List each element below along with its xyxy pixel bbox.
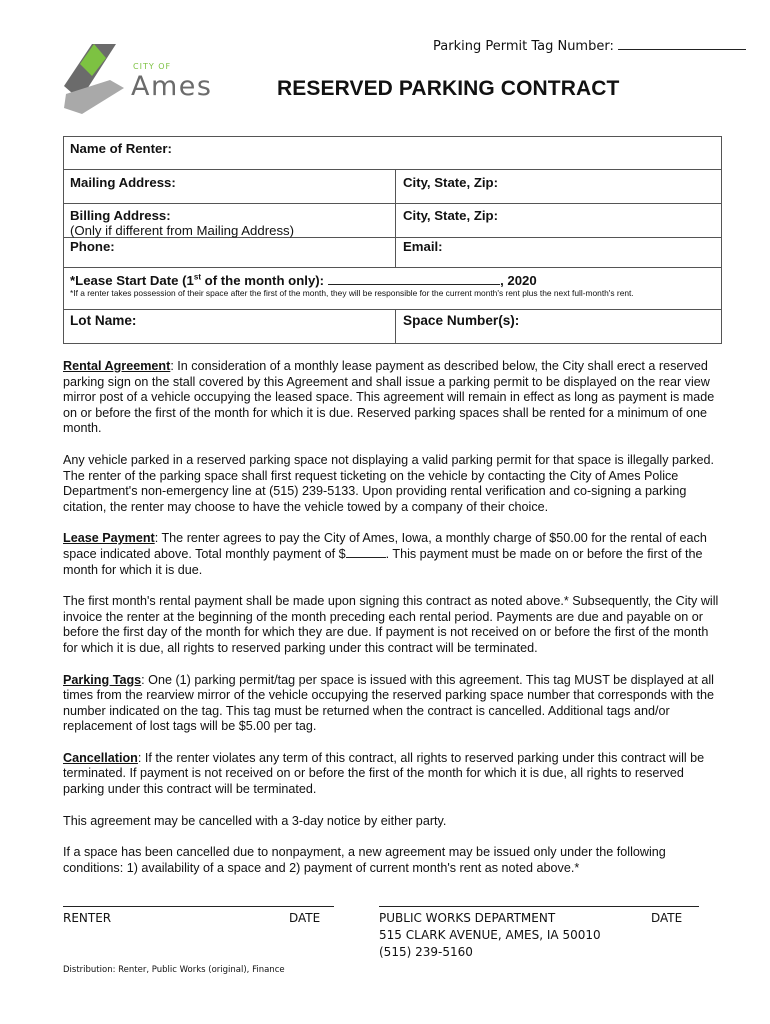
total-payment-blank[interactable] — [346, 547, 386, 558]
logo-name: Ames — [131, 71, 213, 102]
lease-payment-paragraph — [63, 531, 723, 578]
logo-city-of: CITY OF — [133, 62, 172, 71]
public-works-label: PUBLIC WORKS DEPARTMENT — [379, 911, 556, 925]
public-works-phone: (515) 239-5160 — [379, 945, 473, 959]
email-label: Email: — [403, 239, 443, 254]
parking-tags-text: : One (1) parking permit/tag per space is issued with this agreement. This tag MUST be displayed at all times from the rearview mirror of the vehicle occupying the reserved parking space number that corresponds with the number indicated on the tag. This tag must be returned when the contract is cancelled. Additional tags and/or replacement of lost tags will be $5.00 per tag. — [63, 672, 714, 734]
first-month-paragraph: The first month's rental payment shall be made upon signing this contract as noted above.* Subsequently, the City will invoice the renter at the beginning of the month preceding each rental period. Payments are due and payable on or before the first day of the month for which they are due. If payment is not received on or before the first of the month for which it is due, all rights to reserved parking under this contract will be terminated. — [63, 594, 719, 655]
cancellation-heading: Cancellation — [63, 750, 138, 765]
lease-payment-text-b: . This payment must be made on or before the first of the month for which it is due. — [63, 546, 703, 577]
lease-start-note: *If a renter takes possession of their space after the first of the month, they will be responsible for the current month's rent plus the next full-month's rent. — [70, 288, 634, 298]
mailing-address-label: Mailing Address: — [70, 175, 176, 190]
lease-start-mid: of the month only): — [201, 273, 325, 288]
renter-info-form — [63, 136, 722, 344]
billing-row[interactable] — [63, 204, 722, 238]
distribution-note: Distribution: Renter, Public Works (original), Finance — [63, 965, 285, 975]
lease-payment-heading: Lease Payment — [63, 531, 155, 546]
parking-tags-paragraph — [63, 673, 723, 735]
public-works-signature-line[interactable] — [379, 906, 699, 907]
contract-body — [63, 359, 723, 892]
lease-start-sup: st — [193, 272, 201, 282]
tag-number-field[interactable] — [433, 37, 746, 54]
tag-number-blank[interactable] — [618, 37, 746, 50]
renter-name-row[interactable] — [63, 136, 722, 170]
page-title: RESERVED PARKING CONTRACT — [277, 77, 620, 100]
public-works-address: 515 CLARK AVENUE, AMES, IA 50010 — [379, 928, 601, 942]
tag-number-label: Parking Permit Tag Number: — [433, 39, 614, 54]
renter-label: RENTER — [63, 911, 112, 925]
illegal-parking-paragraph: Any vehicle parked in a reserved parking space not displaying a valid parking permit for that space is illegally parked. The renter of the parking space shall first request ticketing on the vehicle by contacting the City of Ames Police Department's non-emergency line at (515) 239-5133. Upon providing rental verification and co-signing a parking citation, the renter may choose to have the vehicle towed by a company of their choice. — [63, 452, 715, 514]
rental-agreement-heading: Rental Agreement — [63, 359, 171, 373]
nonpayment-paragraph: If a space has been cancelled due to nonpayment, a new agreement may be issued only under the following conditions: 1) availability of a space and 2) payment of current month's rent as noted above.* — [63, 845, 666, 875]
lease-start-year: , 2020 — [500, 273, 537, 288]
renter-date-label: DATE — [289, 911, 321, 925]
parking-tags-heading: Parking Tags — [63, 672, 142, 687]
space-numbers-label: Space Number(s): — [403, 313, 520, 328]
rental-agreement-paragraph — [63, 359, 723, 437]
mailing-row[interactable] — [63, 170, 722, 204]
notice-paragraph: This agreement may be cancelled with a 3-day notice by either party. — [63, 813, 447, 828]
public-works-date-label: DATE — [651, 911, 683, 925]
lot-space-row[interactable] — [63, 310, 722, 344]
renter-name-label: Name of Renter: — [70, 141, 172, 156]
lot-divider — [395, 310, 396, 343]
city-state-zip-label-2: City, State, Zip: — [403, 208, 499, 223]
phone-divider — [395, 238, 396, 267]
lease-start-label — [70, 272, 537, 288]
cancellation-text: : If the renter violates any term of this contract, all rights to reserved parking under this contract will be terminated. If payment is not received on or before the first of the month for which it is due, all rights to reserved parking under this contract will be terminated. — [63, 750, 705, 797]
phone-email-row[interactable] — [63, 238, 722, 268]
billing-divider — [395, 204, 396, 237]
cancellation-paragraph — [63, 751, 723, 798]
city-state-zip-label-1: City, State, Zip: — [403, 175, 499, 190]
rental-agreement-text: : In consideration of a monthly lease payment as described below, the City shall erect a reserved parking sign on the stall covered by this Agreement and shall issue a parking permit to be displayed on the rear view mirror post of a vehicle occupying the leased space. This agreement will remain in effect as long as payment is made on or before the first of the month for which it is due. Reserved parking spaces shall be rented for a minimum of one month. — [63, 359, 715, 436]
lease-start-row[interactable] — [63, 268, 722, 310]
lease-payment-text-a: : The renter agrees to pay the City of Ames, Iowa, a monthly charge of $50.00 for the rental of each space indicated above. Total monthly payment of $ — [63, 531, 707, 561]
lot-name-label: Lot Name: — [70, 313, 137, 328]
mailing-divider — [395, 170, 396, 203]
city-of-ames-logo — [60, 42, 250, 118]
phone-label: Phone: — [70, 239, 115, 254]
lease-start-prefix: *Lease Start Date (1 — [70, 273, 194, 288]
renter-signature-line[interactable] — [63, 906, 334, 907]
billing-address-note: (Only if different from Mailing Address) — [70, 223, 295, 238]
lease-start-date-blank[interactable] — [328, 272, 500, 285]
billing-address-label: Billing Address: — [70, 208, 171, 223]
